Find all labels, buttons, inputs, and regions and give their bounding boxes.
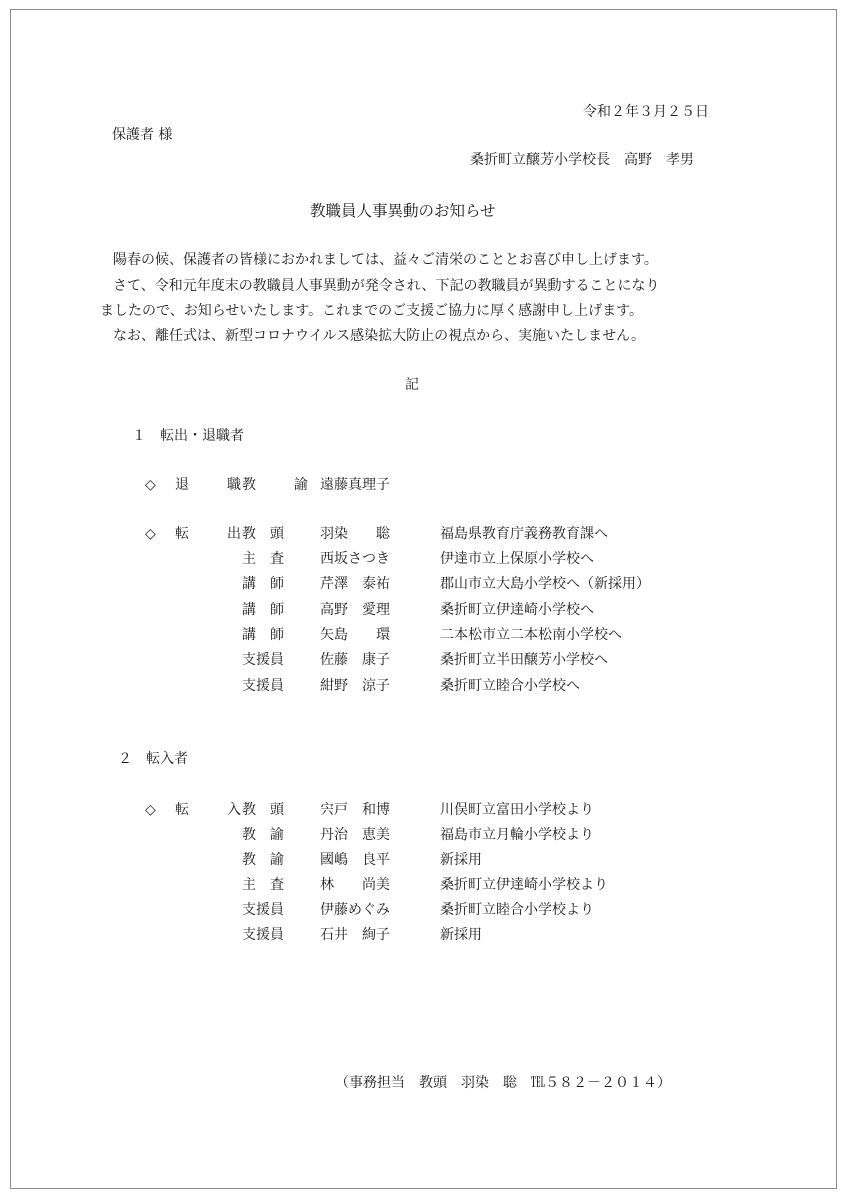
category-label: 転 出 [175, 526, 253, 542]
destination: 桑折町立睦合小学校へ [440, 678, 580, 694]
office-contact: （事務担当 教頭 羽染 聡 ℡５８２－２０１４） [335, 1075, 671, 1091]
body-line-4: なお、離任式は、新型コロナウイルス感染拡大防止の視点から、実施いたしません。 [113, 328, 645, 344]
document-date: 令和２年３月２５日 [583, 104, 709, 120]
arrival-row [0, 851, 849, 869]
destination: 伊達市立上保原小学校へ [440, 551, 594, 567]
recipient: 保護者 様 [112, 127, 173, 143]
diamond-marker: ◇ [145, 477, 156, 493]
staff-name: 紺野 涼子 [320, 678, 390, 694]
ki-mark: 記 [405, 377, 419, 393]
transfer-row [0, 626, 849, 644]
role-label: 教 諭 [242, 477, 320, 493]
destination: 桑折町立伊達崎小学校へ [440, 602, 594, 618]
role-label: 講 師 [242, 627, 284, 643]
body-line-1: 陽春の候、保護者の皆様におかれましては、益々ご清栄のこととお喜び申し上げます。 [113, 252, 658, 268]
page-border [10, 9, 837, 1189]
origin: 桑折町立睦合小学校より [440, 902, 594, 918]
transfer-row [0, 550, 849, 568]
role-label: 主 査 [242, 877, 284, 893]
diamond-marker: ◇ [145, 526, 156, 542]
staff-name: 羽染 聡 [320, 526, 390, 542]
category-label: 退 職 [175, 477, 253, 493]
staff-name: 宍戸 和博 [320, 802, 390, 818]
staff-name: 芹澤 泰祐 [320, 576, 390, 592]
diamond-marker: ◇ [145, 802, 156, 818]
body-line-3: ましたので、お知らせいたします。これまでのご支援ご協力に厚く感謝申し上げます。 [100, 303, 644, 319]
role-label: 支援員 [242, 678, 284, 694]
role-label: 教 頭 [242, 802, 284, 818]
role-label: 教 頭 [242, 526, 284, 542]
staff-name: 佐藤 康子 [320, 652, 390, 668]
transfer-row [0, 651, 849, 669]
destination: 福島県教育庁義務教育課へ [440, 526, 608, 542]
transfer-row [0, 525, 849, 543]
staff-name: 矢島 環 [320, 627, 390, 643]
staff-name: 石井 絢子 [320, 927, 390, 943]
origin: 福島市立月輪小学校より [440, 827, 594, 843]
staff-name: 林 尚美 [320, 877, 390, 893]
arrival-row [0, 801, 849, 819]
role-label: 教 諭 [242, 852, 284, 868]
sender: 桑折町立醸芳小学校長 高野 孝男 [470, 152, 694, 168]
section2-heading: ２ 転入者 [118, 751, 188, 767]
category-label: 転 入 [175, 802, 253, 818]
section1-heading: １ 転出・退職者 [132, 428, 244, 444]
origin: 桑折町立伊達崎小学校より [440, 877, 608, 893]
arrival-row [0, 901, 849, 919]
origin: 新採用 [440, 852, 482, 868]
transfer-row [0, 575, 849, 593]
role-label: 講 師 [242, 602, 284, 618]
staff-name: 遠藤真理子 [320, 477, 390, 493]
role-label: 支援員 [242, 927, 284, 943]
arrival-row [0, 926, 849, 944]
staff-name: 伊藤めぐみ [320, 902, 390, 918]
staff-name: 國嶋 良平 [320, 852, 390, 868]
destination: 二本松市立二本松南小学校へ [440, 627, 622, 643]
transfer-row [0, 677, 849, 695]
body-line-2: さて、令和元年度末の教職員人事異動が発令され、下記の教職員が異動することになり [113, 278, 660, 294]
staff-name: 丹治 恵美 [320, 827, 390, 843]
arrival-row [0, 826, 849, 844]
staff-name: 高野 愛理 [320, 602, 390, 618]
retire-row [0, 476, 849, 494]
origin: 新採用 [440, 927, 482, 943]
document-title: 教職員人事異動のお知らせ [310, 202, 496, 220]
role-label: 支援員 [242, 652, 284, 668]
transfer-row [0, 601, 849, 619]
role-label: 支援員 [242, 902, 284, 918]
arrival-row [0, 876, 849, 894]
role-label: 主 査 [242, 551, 284, 567]
destination: 郡山市立大島小学校へ（新採用） [440, 576, 650, 592]
role-label: 教 諭 [242, 827, 284, 843]
staff-name: 西坂さつき [320, 551, 390, 567]
role-label: 講 師 [242, 576, 284, 592]
origin: 川俣町立富田小学校より [440, 802, 594, 818]
destination: 桑折町立半田醸芳小学校へ [440, 652, 608, 668]
